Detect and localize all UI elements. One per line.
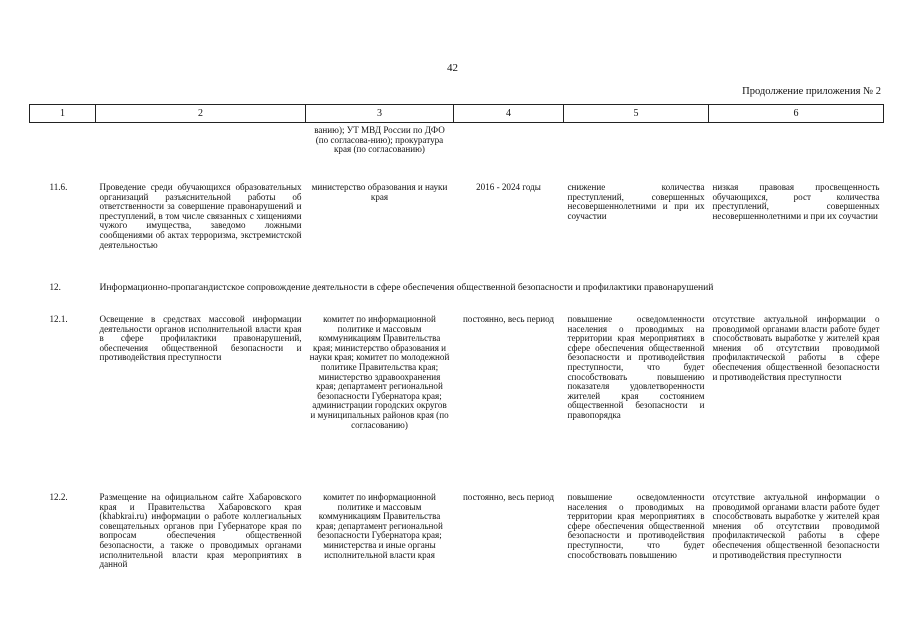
header-row bbox=[30, 105, 884, 123]
cell-number: 12. bbox=[49, 282, 61, 292]
cell-executors: комитет по информационной политике и массовым коммуникациям Правительства края; министерство образования и науки края; комитет по молодежной политике Правительства края; министерство здравоохранения края; департамент региональной безопасности Губернатора края; администрации городских округов и муниципальных районов края (по согласованию) bbox=[309, 314, 450, 430]
cell-empty bbox=[454, 123, 564, 176]
cell-consequence: низкая правовая просвещенность обучающихся, рост количества преступлений, совершенных несовершеннолетними и при их соучастии bbox=[712, 182, 880, 221]
page-number: 42 bbox=[447, 62, 458, 74]
column-header-3: 3 bbox=[306, 105, 454, 123]
cell-consequence: отсутствие актуальной информации о проводимой органами власти работе будет способствовать выработке у жителей края мнения об отсутствии проводимой профилактической работы в сфере обеспечения общественной безопасности и противодействия преступности bbox=[712, 314, 880, 382]
cell-result: снижение количества преступлений, совершенных несовершеннолетними и при их соучастии bbox=[567, 182, 705, 221]
cell-measure: Освещение в средствах массовой информации деятельности органов исполнительной власти края в сфере профилактики правонарушений, обеспечения общественной безопасности и противодействия преступности bbox=[99, 314, 302, 363]
table-row-carryover bbox=[30, 123, 884, 176]
cell-consequence: отсутствие актуальной информации о проводимой органами власти работе будет способствовать выработке у жителей края мнения об отсутствии проводимой профилактической работы в сфере обеспечения общественной безопасности и противодействия преступности bbox=[712, 492, 880, 560]
table-row bbox=[30, 485, 884, 570]
cell-empty bbox=[564, 123, 709, 176]
measures-table bbox=[29, 104, 884, 570]
section-title: Информационно-пропагандистское сопровождение деятельности в сфере обеспечения общественной безопасности и профилактики правонарушений bbox=[99, 282, 714, 293]
cell-number: 12.1. bbox=[49, 314, 68, 324]
column-header-5: 5 bbox=[564, 105, 709, 123]
table-row bbox=[30, 175, 884, 277]
table-row-section bbox=[30, 277, 884, 307]
cell-number: 12.2. bbox=[49, 492, 68, 502]
continuation-label: Продолжение приложения № 2 bbox=[742, 86, 881, 97]
cell-executors-carryover: ванию); УТ МВД России по ДФО (по согласова-нию); прокуратура края (по согласованию) bbox=[314, 125, 445, 155]
column-header-6: 6 bbox=[709, 105, 884, 123]
table-row bbox=[30, 307, 884, 485]
cell-empty bbox=[96, 123, 306, 176]
cell-period: 2016 - 2024 годы bbox=[476, 182, 541, 192]
cell-measure: Размещение на официальном сайте Хабаровского края и Правительства Хабаровского края (khabkrai.ru) информации о работе коллегиальных совещательных органов при Губернаторе края по вопросам обеспечения общественной безопасности, а также о проводимых органами исполнительной власти края мероприятиях в данной bbox=[99, 492, 302, 570]
column-header-2: 2 bbox=[96, 105, 306, 123]
cell-period: постоянно, весь период bbox=[462, 314, 555, 324]
cell-number: 11.6. bbox=[49, 182, 68, 192]
cell-empty bbox=[709, 123, 884, 176]
cell-period: постоянно, весь период bbox=[462, 492, 555, 502]
column-header-1: 1 bbox=[30, 105, 96, 123]
column-header-4: 4 bbox=[454, 105, 564, 123]
cell-executors: комитет по информационной политике и массовым коммуникациям Правительства края; департамент региональной безопасности Губернатора края; министерства и иные органы исполнительной власти края bbox=[316, 492, 443, 560]
cell-measure: Проведение среди обучающихся образовательных организаций разъяснительной работы об ответственности за совершение правонарушений и преступлений, в том числе связанных с хищениями чужого имущества, заведомо ложными сообщениями об актах терроризма, экстремистской деятельностью bbox=[99, 182, 302, 250]
cell-empty bbox=[30, 123, 96, 176]
cell-result: повышение осведомленности населения о проводимых на территории края мероприятиях в сфере обеспечения общественной безопасности и противодействия преступности, что будет способствовать повышению bbox=[567, 492, 705, 560]
cell-executors: министерство образования и науки края bbox=[311, 182, 448, 202]
cell-result: повышение осведомленности населения о проводимых на территории края мероприятиях в сфере обеспечения общественной безопасности и противодействия преступности, что будет способствовать повышению показателя удовлетворенности жителей края состоянием общественной безопасности и правопорядка bbox=[567, 314, 705, 420]
